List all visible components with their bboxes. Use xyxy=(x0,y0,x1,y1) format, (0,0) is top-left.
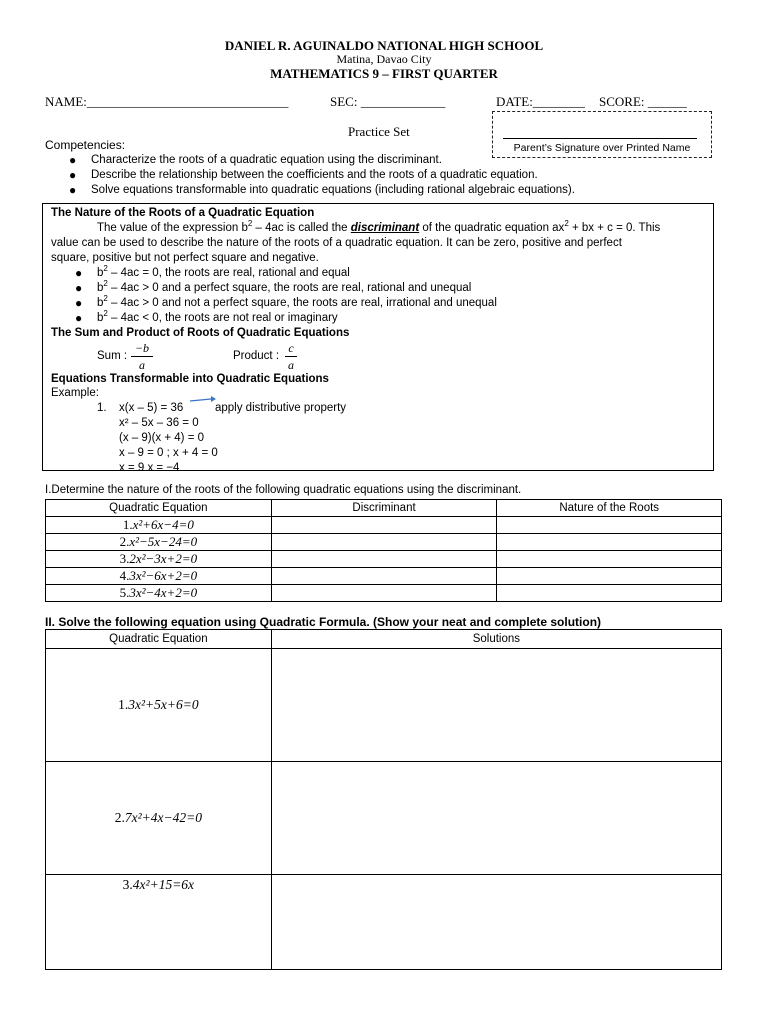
example-line: x = 9 x = −4 xyxy=(119,462,180,471)
equation-cell: 5.3x²−4x+2=0 xyxy=(46,584,272,601)
table-row xyxy=(46,584,722,601)
discriminant-keyword: discriminant xyxy=(350,222,420,234)
table-row xyxy=(46,649,722,762)
product-fraction: c a xyxy=(285,341,297,372)
signature-box[interactable] xyxy=(492,111,712,158)
competency-item: ● Characterize the roots of a quadratic equation using the discriminant. xyxy=(69,153,442,167)
intro-line-2: value can be used to describe the nature of the roots of a quadratic equation. It can be zero, positive and perfect xyxy=(51,237,622,249)
equation-cell: 2.7x²+4x−42=0 xyxy=(46,762,272,875)
equation-cell: 3.2x²−3x+2=0 xyxy=(46,550,272,567)
discriminant-answer-cell[interactable] xyxy=(271,533,497,550)
name-field[interactable]: NAME:_______________________________ xyxy=(45,94,289,109)
nature-answer-cell[interactable] xyxy=(497,567,722,584)
intro-line-3: square, positive but not perfect square and negative. xyxy=(51,252,319,264)
competency-item: ● Describe the relationship between the coefficients and the roots of a quadratic equation. xyxy=(69,168,538,182)
table-row xyxy=(46,567,722,584)
table-row xyxy=(46,550,722,567)
discriminant-answer-cell[interactable] xyxy=(271,584,497,601)
sum-fraction: −b a xyxy=(131,341,153,372)
bullet-icon: ● xyxy=(69,168,77,182)
arrow-right-icon xyxy=(189,395,217,405)
date-field[interactable]: DATE:________ xyxy=(496,94,585,109)
part2-instruction: II. Solve the following equation using Quadratic Formula. (Show your neat and complete solution) xyxy=(45,615,602,629)
competencies-list xyxy=(45,153,725,198)
column-header: Solutions xyxy=(271,630,721,649)
sum-product-heading: The Sum and Product of Roots of Quadratic Equations xyxy=(51,327,350,339)
quadratic-formula-table xyxy=(45,629,722,970)
discriminant-table xyxy=(45,499,722,602)
nature-answer-cell[interactable] xyxy=(497,584,722,601)
subject-title: MATHEMATICS 9 – FIRST QUARTER xyxy=(270,66,498,81)
equation-cell: 4.3x²−6x+2=0 xyxy=(46,567,272,584)
section-field[interactable]: SEC: _____________ xyxy=(330,94,446,109)
example-number: 1. xyxy=(97,402,107,414)
signature-label: Parent’s Signature over Printed Name xyxy=(513,142,691,154)
example-line: x – 9 = 0 ; x + 4 = 0 xyxy=(119,447,218,459)
column-header: Discriminant xyxy=(271,500,497,517)
equation-cell: 3.4x²+15=6x xyxy=(46,875,272,970)
practice-set-title: Practice Set xyxy=(348,124,410,139)
column-header: Quadratic Equation xyxy=(46,630,272,649)
sum-label: Sum : xyxy=(97,350,128,362)
column-header: Nature of the Roots xyxy=(497,500,722,517)
solution-cell[interactable] xyxy=(271,875,721,970)
competency-item: ● Solve equations transformable into quadratic equations (including rational algebraic equations). xyxy=(69,183,575,197)
table-row xyxy=(46,533,722,550)
column-header: Quadratic Equation xyxy=(46,500,272,517)
bullet-icon: ● xyxy=(69,153,77,167)
example-line: x² – 5x – 36 = 0 xyxy=(119,417,199,429)
table-row xyxy=(46,516,722,533)
example-line: (x – 9)(x + 4) = 0 xyxy=(119,432,205,444)
bullet-icon: ● xyxy=(75,266,83,280)
example-line: x(x – 5) = 36 xyxy=(119,402,184,414)
lesson-box xyxy=(42,203,714,471)
product-label: Product : xyxy=(233,350,280,362)
equation-cell: 1.3x²+5x+6=0 xyxy=(46,649,272,762)
table-row xyxy=(46,762,722,875)
nature-answer-cell[interactable] xyxy=(497,550,722,567)
equation-cell: 1.x²+6x−4=0 xyxy=(46,516,272,533)
case-item: $b^2 - 4ac = 0$, the roots are real, rational and equal xyxy=(97,264,350,279)
table-header-row xyxy=(46,630,722,649)
example-label: Example: xyxy=(51,387,99,399)
table-header-row xyxy=(46,500,722,517)
nature-answer-cell[interactable] xyxy=(497,516,722,533)
part1-instruction: I.Determine the nature of the roots of the following quadratic equations using the discriminant. xyxy=(45,484,522,496)
transformable-heading: Equations Transformable into Quadratic Equations xyxy=(51,373,329,385)
school-name: DANIEL R. AGUINALDO NATIONAL HIGH SCHOOL xyxy=(224,38,544,53)
bullet-icon: ● xyxy=(69,183,77,197)
bullet-icon: ● xyxy=(75,281,83,295)
school-location: Matina, Davao City xyxy=(336,52,432,66)
discriminant-answer-cell[interactable] xyxy=(271,550,497,567)
competencies-heading: Competencies: xyxy=(45,138,126,152)
score-field[interactable]: SCORE: ______ xyxy=(599,94,687,109)
bullet-icon: ● xyxy=(75,311,83,325)
example-note: apply distributive property xyxy=(215,402,347,414)
case-item: $b^2 - 4ac > 0$ and not a perfect square, the roots are real, irrational and unequal xyxy=(97,294,497,309)
discriminant-answer-cell[interactable] xyxy=(271,516,497,533)
case-item: $b^2 - 4ac > 0$ and a perfect square, the roots are real, rational and unequal xyxy=(97,279,472,294)
signature-line xyxy=(503,138,697,139)
table-row xyxy=(46,875,722,970)
solution-cell[interactable] xyxy=(271,762,721,875)
equation-cell: 2.x²−5x−24=0 xyxy=(46,533,272,550)
solution-cell[interactable] xyxy=(271,649,721,762)
bullet-icon: ● xyxy=(75,296,83,310)
case-item: $b^2 - 4ac < 0$, the roots are not real or imaginary xyxy=(97,309,338,324)
discriminant-answer-cell[interactable] xyxy=(271,567,497,584)
nature-heading: The Nature of the Roots of a Quadratic Equation xyxy=(51,207,315,219)
intro-line-1: The value of the expression $b^2 - 4ac$ is called the discriminant of the quadratic equation $ax^2$ + bx + c = 0. This xyxy=(97,219,661,234)
nature-answer-cell[interactable] xyxy=(497,533,722,550)
